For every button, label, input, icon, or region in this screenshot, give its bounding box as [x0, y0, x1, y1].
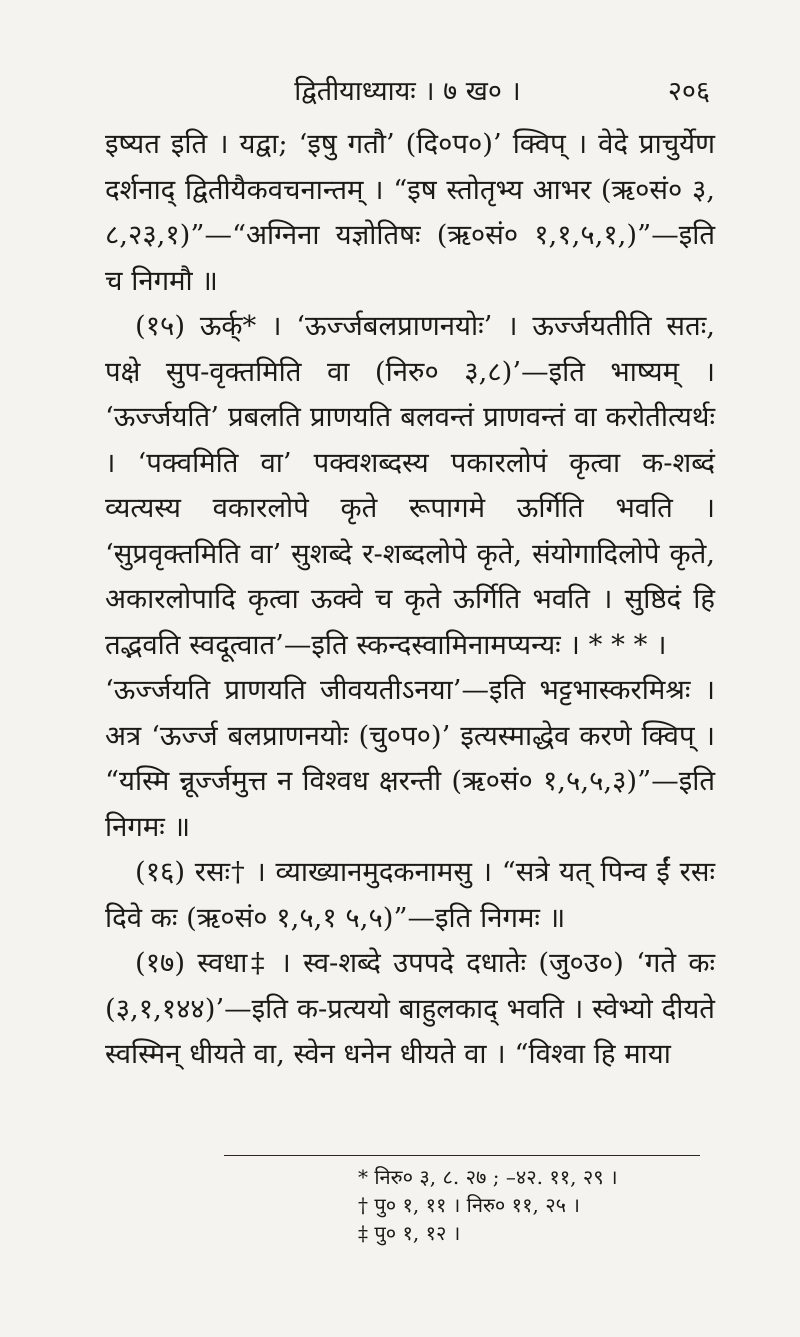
- paragraph-svadha: (१७) स्वधा‡ । स्व-शब्दे उपपदे दधातेः (जु०उ०) ‘गते कः (३,१,१४४)’—इति क-प्रत्ययो बाहुलकाद् भवति । स्वेभ्यो दीयते स्वस्मिन् धीयते वा, स्वेन धनेन धीयते वा । “विश्वा हि माया: [105, 947, 715, 1070]
- page-number: २०६: [667, 76, 710, 107]
- running-header: [105, 72, 710, 112]
- paragraph-isham: इष्यत इति । यद्वा; ‘इषु गतौ’ (दि०प०)’ क्विप् । वेदे प्राचुर्येण दर्शनाद् द्वितीयैकवचनान्तम् । “इष स्तोतृभ्य आभर (ऋ०सं० ३, ८,२३,१)”—“अग्निना यज्ञोतिषः (ऋ०सं० १,१,५,१,)”—इति च निगमौ ॥: [105, 128, 715, 297]
- footnote: ‡ पु० १, १२ ।: [358, 1221, 461, 1245]
- paragraph-rasah: (१६) रसः† । व्याख्यानमुदकनामसु । “सत्रे यत् पिन्व ईं रसः दिवे कः (ऋ०सं० १,५,१ ५,५)”—इति निगमः ॥: [105, 856, 715, 934]
- footnote: * निरु० ३, ८. २७ ; –४२. ११, २९ ।: [358, 1165, 618, 1189]
- body-text: [105, 122, 715, 1078]
- footnote-divider: [224, 1155, 700, 1156]
- footnotes: [358, 1163, 718, 1247]
- footnote: † पु० १, ११ । निरु० ११, २५ ।: [358, 1193, 580, 1217]
- chapter-title: द्वितीयाध्यायः । ७ ख० ।: [294, 76, 521, 107]
- paragraph-urk: (१५) ऊर्क्* । ‘ऊर्ज्जबलप्राणनयोः’ । ऊर्ज्जयतीति सतः, पक्षे सुप-वृक्तमिति वा (निरु० ३,८)’—इति भाष्यम् । ‘ऊर्ज्जयति’ प्रबलति प्राणयति बलवन्तं प्राणवन्तं वा करोतीत्यर्थः । ‘पक्वमिति वा’ पक्वशब्दस्य पकारलोपं कृत्वा क-शब्दं व्यत्यस्य वकारलोपे कृते रूपागमे ऊर्गिति भवति । ‘सुप्रवृक्तमिति वा’ सुशब्दे र-शब्दलोपे कृते, संयोगादिलोपे कृते, अकारलोपादि कृत्वा ऊक्वे च कृते ऊर्गिति भवति । सुष्ठिदं हि तद्भवति स्वदूत्वात’—इति स्कन्दस्वामिनामप्यन्यः । * * * ।: [105, 310, 715, 661]
- paragraph-urjayati: ‘ऊर्ज्जयति प्राणयति जीवयतीऽनया’—इति भट्टभास्करमिश्रः । अत्र ‘ऊर्ज्ज बलप्राणनयोः (चु०प०)’ इत्यस्माद्धेव करणे क्विप् । “यस्मि न्नूर्ज्जमुत्त न विश्वध क्षरन्ती (ऋ०सं० १,५,५,३)”—इति निगमः ॥: [105, 674, 715, 843]
